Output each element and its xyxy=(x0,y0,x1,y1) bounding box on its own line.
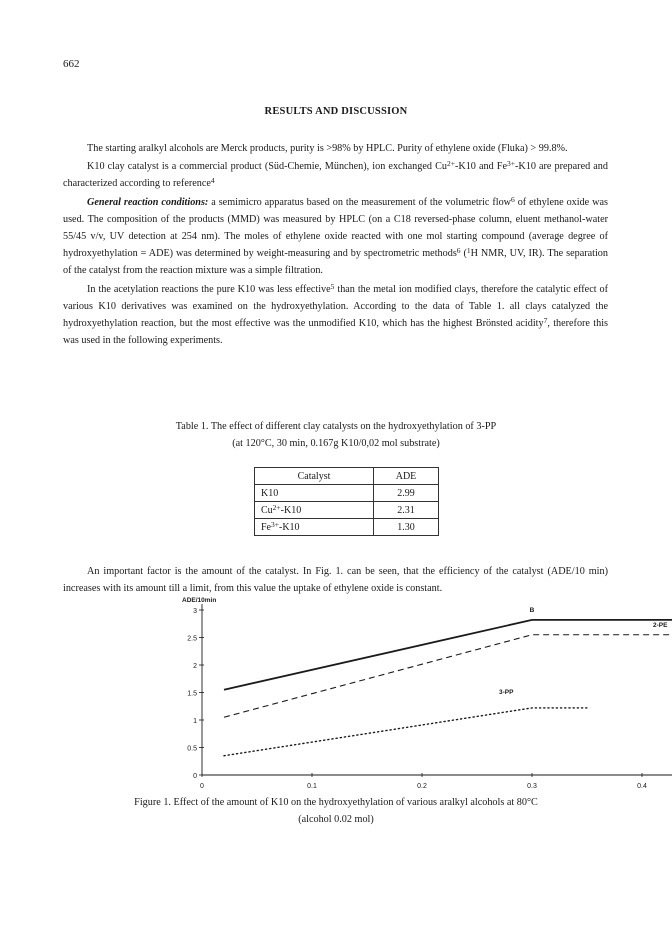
catalyst-table xyxy=(254,467,439,536)
page-number: 662 xyxy=(63,58,80,70)
table-header-row xyxy=(255,468,439,485)
y-tick-label: 3 xyxy=(193,608,197,615)
series-label-b: B xyxy=(529,606,535,614)
paragraph-4: In the acetylation reactions the pure K10 was less effective$^5$ than the metal ion modified clays, therefore the catalytic effect of various K10 derivatives was examined on the hydroxyethylation. According to the data of Table 1. all clays catalyzed the hydroxyethylation reaction, but the most effective was the unmodified K10, which has the highest Brönsted acidity$^7$, therefore this was used in the following experiments. xyxy=(63,281,608,347)
paragraph-3: General reaction conditions: a semimicro apparatus based on the measurement of the volumetric flow$^6$ of ethylene oxide was used. The composition of the products (MMD) was measured by HPLC (on a C18 reversed-phase column, eluent methanol-water 55/45 v/v, UV detection at 254 nm). The moles of ethylene oxide reacted with one mol starting compound (average degree of hydroxyethylation = ADE) was determined by weight-measuring and by spectrometric methods$^6$ ($^1$H NMR, UV, IR). The separation of the catalyst from the reaction mixture was a simple filtration. xyxy=(63,194,608,277)
y-tick-label: 2.5 xyxy=(187,635,197,643)
series-label-3-pp: 3-PP xyxy=(499,688,514,696)
y-tick-label: 2 xyxy=(193,663,197,670)
x-tick-label: 0.2 xyxy=(417,783,427,790)
paragraph-2: K10 clay catalyst is a commercial product (Süd-Chemie, München), ion exchanged $Cu^{2+}-K10$ and $Fe^{3+}-K10$ are prepared and characterized according to reference$^4$ xyxy=(63,159,608,190)
body-text xyxy=(63,140,608,350)
y-tick-label: 0.5 xyxy=(187,745,197,753)
table-cell-ade: 2.99 xyxy=(374,485,439,502)
x-tick-label: 0.3 xyxy=(527,783,537,790)
table-row xyxy=(255,485,439,502)
figure-caption: Figure 1. Effect of the amount of K10 on the hydroxyethylation of various aralkyl alcohols at 80°C (alcohol 0.02 mol) xyxy=(134,797,538,825)
table-row xyxy=(255,502,439,519)
paragraph-1: The starting aralkyl alcohols are Merck products, purity is >98% by HPLC. Purity of ethylene oxide (Fluka) > 99.8%. xyxy=(87,143,568,154)
series-label-2-pe: 2-PE xyxy=(653,621,668,629)
paragraph-5: An important factor is the amount of the catalyst. In Fig. 1. can be seen, that the efficiency of the catalyst (ADE/10 min) increases with its amount till a limit, from this value the uptake of ethylene oxide is constant. xyxy=(63,566,608,594)
y-tick-label: 1 xyxy=(193,718,197,725)
figure-1-chart xyxy=(0,595,672,793)
table-cell-catalyst: $Fe^{3+}-K10$ xyxy=(255,519,374,536)
x-tick-label: 0.4 xyxy=(637,783,647,790)
body-text-2 xyxy=(63,563,608,597)
series-line-2-pe xyxy=(224,635,672,718)
y-tick-label: 0 xyxy=(193,773,197,780)
table-cell-catalyst: $Cu^{2+}-K10$ xyxy=(255,502,374,519)
table-cell-ade: 2.31 xyxy=(374,502,439,519)
table-header-catalyst: Catalyst xyxy=(255,468,374,485)
table-row xyxy=(255,519,439,536)
section-heading: RESULTS AND DISCUSSION xyxy=(264,106,408,117)
series-line-b xyxy=(224,620,672,690)
table-caption: Table 1. The effect of different clay catalysts on the hydroxyethylation of 3-PP (at 120°C, 30 min, 0.167g K10/0,02 mol substrate) xyxy=(175,421,497,449)
series-line-3-pp xyxy=(224,708,587,756)
table-cell-catalyst: K10 xyxy=(255,485,374,502)
x-tick-label: 0 xyxy=(200,783,204,790)
y-axis-label: ADE/10min xyxy=(182,597,217,604)
table-header-ade: ADE xyxy=(374,468,439,485)
table-cell-ade: 1.30 xyxy=(374,519,439,536)
x-tick-label: 0.1 xyxy=(307,783,317,790)
y-tick-label: 1.5 xyxy=(187,690,197,698)
